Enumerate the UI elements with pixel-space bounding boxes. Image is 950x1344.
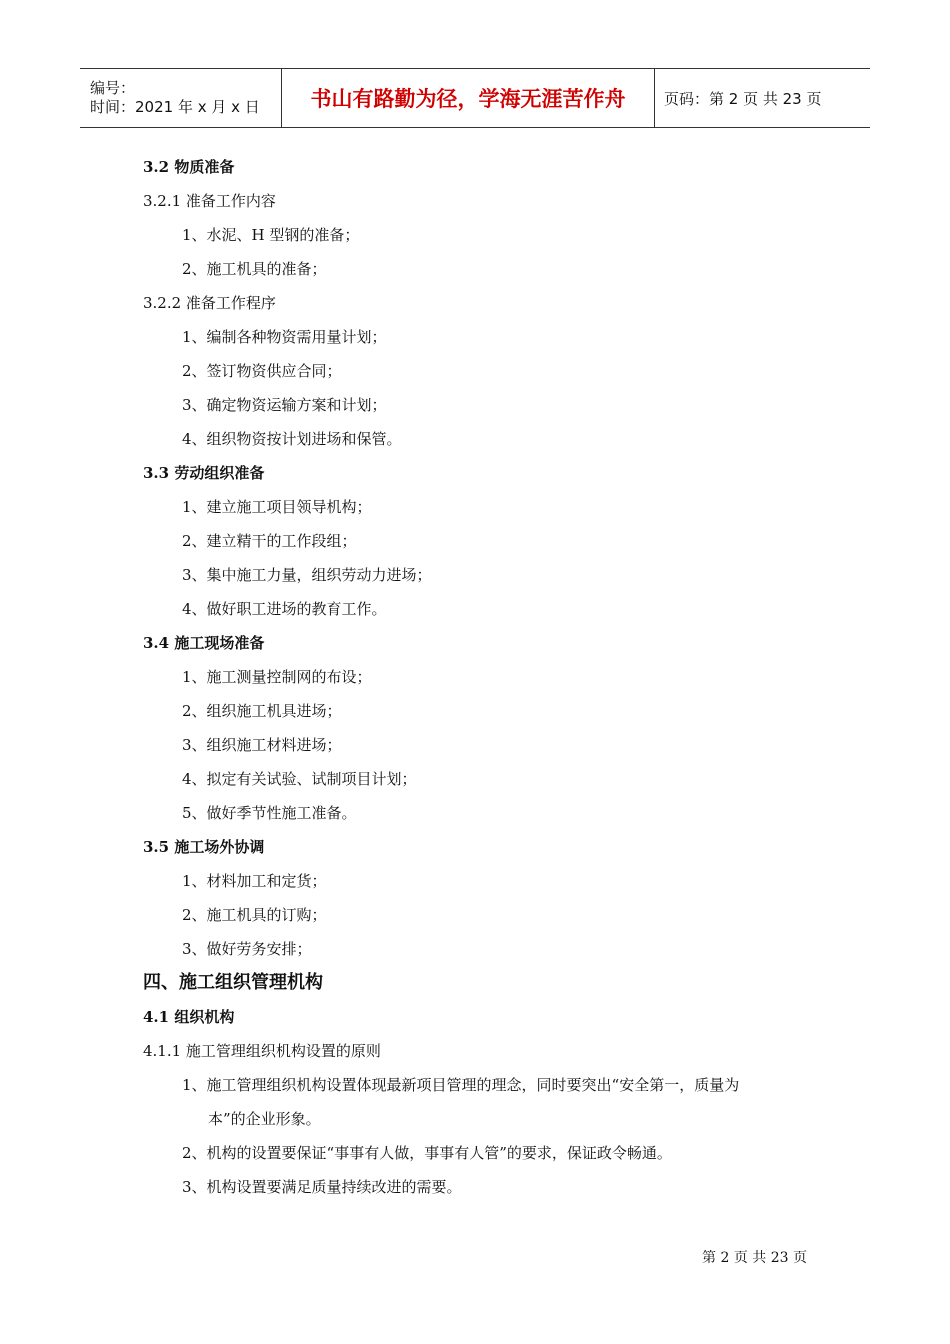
list-item: 3、机构设置要满足质量持续改进的需要。	[182, 1178, 462, 1196]
section-4-1-1-title: 4.1.1 施工管理组织机构设置的原则	[143, 1042, 381, 1060]
section-3-2-1-title: 3.2.1 准备工作内容	[143, 192, 276, 210]
header-motto: 书山有路勤为径，学海无涯苦作舟	[282, 69, 655, 127]
section-3-2-2-title: 3.2.2 准备工作程序	[143, 294, 276, 312]
list-item: 2、施工机具的订购；	[182, 906, 327, 924]
header-meta	[80, 69, 282, 127]
list-item: 3、确定物资运输方案和计划；	[182, 396, 387, 414]
list-item: 3、组织施工材料进场；	[182, 736, 342, 754]
page-footer: 第 2 页 共 23 页	[702, 1250, 807, 1266]
chapter-4-title: 四、施工组织管理机构	[143, 972, 323, 993]
list-item: 2、签订物资供应合同；	[182, 362, 342, 380]
document-body	[143, 150, 813, 1204]
section-3-4-title: 3.4 施工现场准备	[143, 634, 265, 652]
section-3-2-title: 3.2 物质准备	[143, 158, 235, 176]
section-3-5-title: 3.5 施工场外协调	[143, 838, 265, 856]
section-3-3-title: 3.3 劳动组织准备	[143, 464, 265, 482]
list-item: 4、组织物资按计划进场和保管。	[182, 430, 402, 448]
list-item-line-2: 本”的企业形象。	[208, 1110, 321, 1128]
list-item: 2、施工机具的准备；	[182, 260, 327, 278]
list-item: 3、做好劳务安排；	[182, 940, 312, 958]
list-item	[143, 1068, 813, 1136]
page-header	[80, 68, 870, 128]
list-item: 1、材料加工和定货；	[182, 872, 327, 890]
document-number-label: 编号：	[90, 79, 136, 97]
section-4-1-title: 4.1 组织机构	[143, 1008, 235, 1026]
document-date: 时间：2021 年 x 月 x 日	[90, 98, 260, 116]
list-item: 1、建立施工项目领导机构；	[182, 498, 372, 516]
header-page-number: 页码：第 2 页 共 23 页	[664, 89, 822, 108]
list-item: 4、拟定有关试验、试制项目计划；	[182, 770, 417, 788]
list-item: 4、做好职工进场的教育工作。	[182, 600, 387, 618]
list-item: 5、做好季节性施工准备。	[182, 804, 357, 822]
list-item: 3、集中施工力量，组织劳动力进场；	[182, 566, 432, 584]
list-item: 1、水泥、H 型钢的准备；	[182, 226, 360, 244]
list-item: 1、编制各种物资需用量计划；	[182, 328, 387, 346]
list-item: 2、建立精干的工作段组；	[182, 532, 357, 550]
list-item: 1、施工测量控制网的布设；	[182, 668, 372, 686]
list-item-line-1: 1、施工管理组织机构设置体现最新项目管理的理念，同时要突出“安全第一，质量为	[182, 1076, 740, 1094]
list-item: 2、组织施工机具进场；	[182, 702, 342, 720]
list-item: 2、机构的设置要保证“事事有人做，事事有人管”的要求，保证政令畅通。	[182, 1144, 672, 1162]
